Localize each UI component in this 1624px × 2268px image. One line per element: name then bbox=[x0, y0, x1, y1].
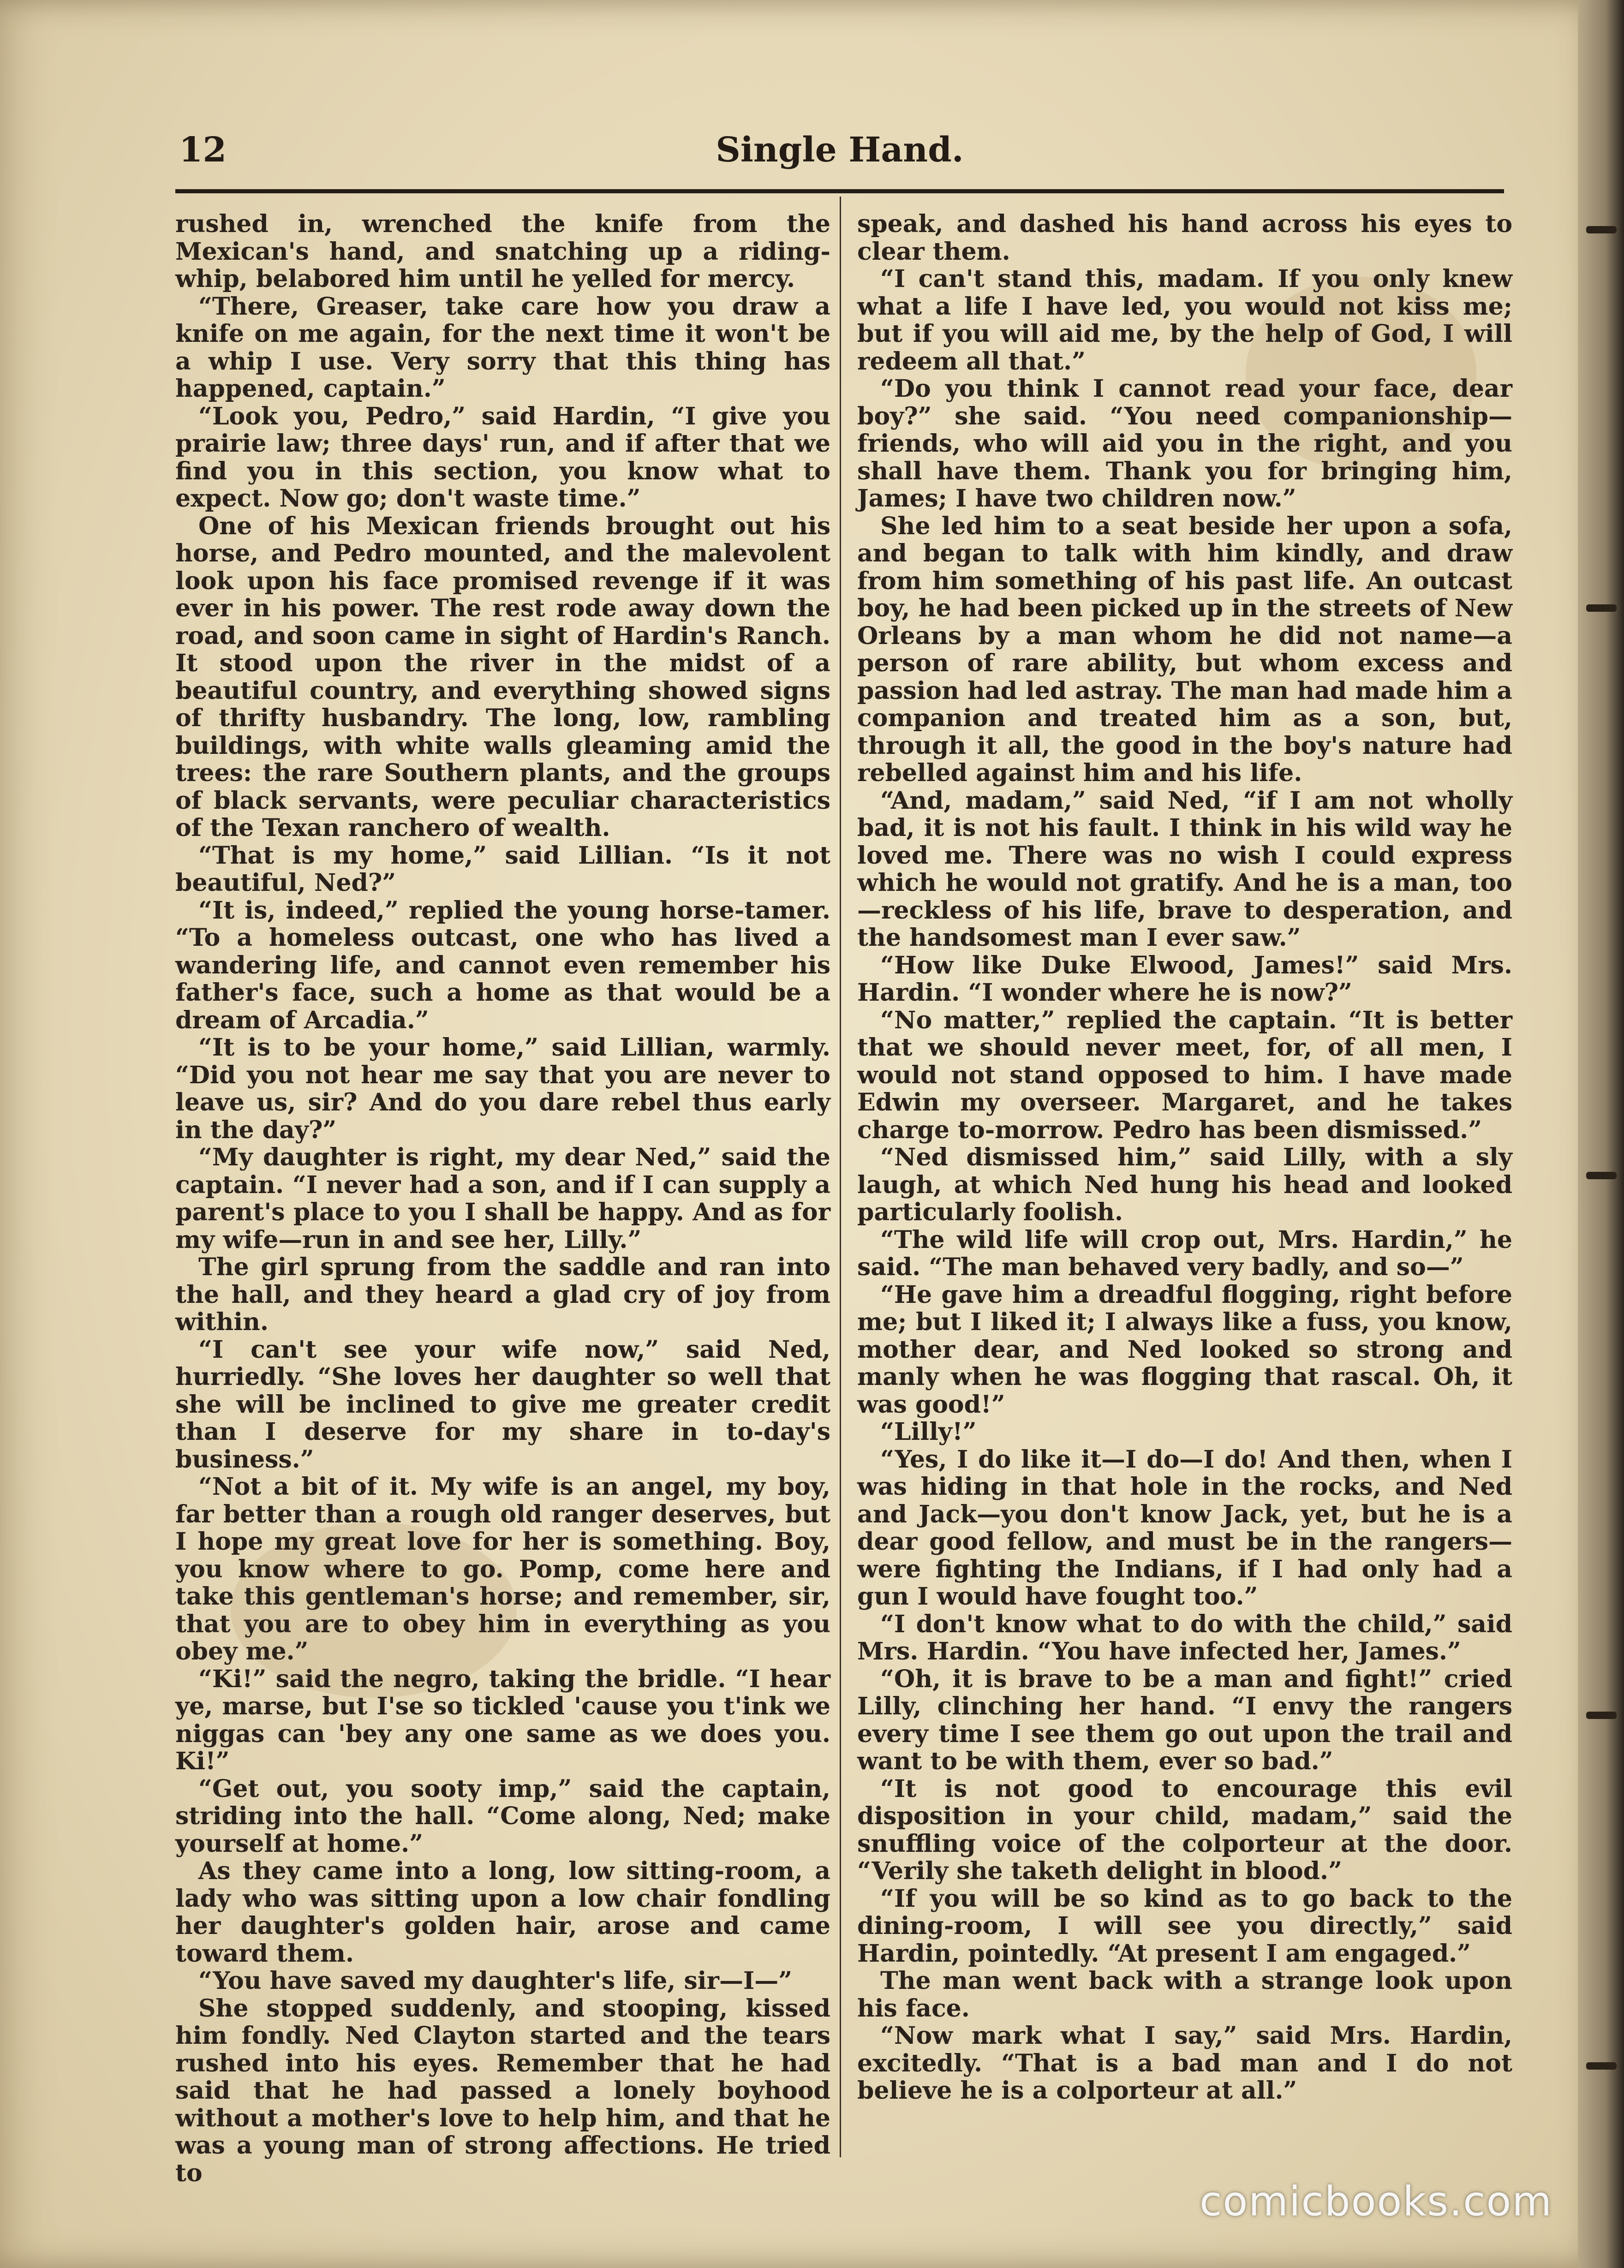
paragraph: “There, Greaser, take care how you draw a knife on me again, for the next time it won't be a whip I use. Very sorry that this thing has happened, captain.” bbox=[175, 292, 830, 403]
binding-staple bbox=[1586, 1172, 1617, 1179]
paragraph: “The wild life will crop out, Mrs. Hardin,” he said. “The man behaved very badly, and so—” bbox=[857, 1225, 1512, 1281]
column-divider bbox=[840, 197, 841, 2157]
paragraph: As they came into a long, low sitting-room, a lady who was sitting upon a low chair fondling her daughter's golden hair, arose and came toward them. bbox=[175, 1857, 830, 1968]
paragraph: The girl sprung from the saddle and ran into the hall, and they heard a glad cry of joy from within. bbox=[175, 1253, 830, 1336]
binding-staple bbox=[1586, 1712, 1617, 1719]
page-edge bbox=[1578, 0, 1624, 2268]
paragraph: “It is to be your home,” said Lillian, warmly. “Did you not hear me say that you are never to leave us, sir? And do you dare rebel thus early in the day?” bbox=[175, 1033, 830, 1144]
paragraph: One of his Mexican friends brought out his horse, and Pedro mounted, and the malevolent look upon his face promised revenge if it was ever in his power. The rest rode away down the road, and soon came in sight of Hardin's Ranch. It stood upon the river in the midst of a beautiful country, and everything showed signs of thrifty husbandry. The long, low, rambling buildings, with white walls gleaming amid the trees: the rare Southern plants, and the groups of black servants, were peculiar characteristics of the Texan ranchero of wealth. bbox=[175, 512, 830, 842]
page-header bbox=[175, 130, 1504, 176]
paragraph: “Ki!” said the negro, taking the bridle. “I hear ye, marse, but I'se so tickled 'cause you t'ink we niggas can 'bey any one same as we does you. Ki!” bbox=[175, 1665, 830, 1775]
paragraph: “Lilly!” bbox=[880, 1418, 977, 1446]
running-title: Single Hand. bbox=[716, 130, 964, 170]
paragraph: “No matter,” replied the captain. “It is better that we should never meet, for, of all men, I would not stand opposed to him. I have made Edwin my overseer. Margaret, and he takes charge to-morrow. Pedro has been dismissed.” bbox=[857, 1006, 1512, 1144]
paragraph: The man went back with a strange look upon his face. bbox=[857, 1967, 1512, 2023]
paragraph: “It is not good to encourage this evil disposition in your child, madam,” said the snuffling voice of the colporteur at the door. “Verily she taketh delight in blood.” bbox=[857, 1774, 1512, 1885]
paragraph: “Get out, you sooty imp,” said the captain, striding into the hall. “Come along, Ned; make yourself at home.” bbox=[175, 1774, 830, 1858]
paragraph: “He gave him a dreadful flogging, right before me; but I liked it; I always like a fuss, you know, mother dear, and Ned looked so strong and manly when he was flogging that rascal. Oh, it was good!” bbox=[857, 1280, 1512, 1419]
paragraph: “How like Duke Elwood, James!” said Mrs. Hardin. “I wonder where he is now?” bbox=[857, 951, 1512, 1007]
paragraph: “Oh, it is brave to be a man and fight!” cried Lilly, clinching her hand. “I envy the rangers every time I see them go out upon the trail and want to be with them, ever so bad.” bbox=[857, 1665, 1512, 1775]
paragraph: “If you will be so kind as to go back to the dining-room, I will see you directly,” said Hardin, pointedly. “At present I am engaged.” bbox=[857, 1884, 1512, 1968]
left-column bbox=[175, 210, 830, 2187]
paragraph: “Now mark what I say,” said Mrs. Hardin, excitedly. “That is a bad man and I do not believe he is a colporteur at all.” bbox=[857, 2022, 1512, 2105]
binding-staple bbox=[1586, 226, 1617, 233]
paragraph: She led him to a seat beside her upon a sofa, and began to talk with him kindly, and draw from him something of his past life. An outcast boy, he had been picked up in the streets of New Orleans by a man whom he did not name—a person of rare ability, but whom excess and passion had led astray. The man had made him a companion and treated him as a son, but, through it all, the good in the boy's nature had rebelled against him and his life. bbox=[857, 512, 1512, 787]
binding-staple bbox=[1586, 604, 1617, 612]
paragraph: “You have saved my daughter's life, sir—I—” bbox=[198, 1967, 793, 1995]
watermark: comicbooks.com bbox=[1200, 2178, 1553, 2225]
header-rule bbox=[175, 189, 1504, 193]
paragraph: speak, and dashed his hand across his eyes to clear them. bbox=[857, 210, 1512, 266]
binding-staple bbox=[1586, 2062, 1617, 2070]
paragraph: “That is my home,” said Lillian. “Is it not beautiful, Ned?” bbox=[175, 841, 830, 897]
paragraph: “My daughter is right, my dear Ned,” said the captain. “I never had a son, and if I can supply a parent's place to you I shall be happy. And as for my wife—run in and see her, Lilly.” bbox=[175, 1143, 830, 1254]
paragraph: “And, madam,” said Ned, “if I am not wholly bad, it is not his fault. I think in his wild way he loved me. There was no wish I could express which he would not gratify. And he is a man, too—reckless of his life, brave to desperation, and the handsomest man I ever saw.” bbox=[857, 786, 1512, 952]
paragraph: “Not a bit of it. My wife is an angel, my boy, far better than a rough old ranger deserves, but I hope my great love for her is something. Boy, you know where to go. Pomp, come here and take this gentleman's horse; and remember, sir, that you are to obey him in everything as you obey me.” bbox=[175, 1473, 830, 1665]
page-number: 12 bbox=[179, 130, 227, 170]
paragraph: “I don't know what to do with the child,” said Mrs. Hardin. “You have infected her, James.” bbox=[857, 1610, 1512, 1665]
paragraph: “Look you, Pedro,” said Hardin, “I give you prairie law; three days' run, and if after that we find you in this section, you know what to expect. Now go; don't waste time.” bbox=[175, 402, 830, 513]
right-column bbox=[857, 210, 1512, 2105]
paragraph: “Yes, I do like it—I do—I do! And then, when I was hiding in that hole in the rocks, and Ned and Jack—you don't know Jack, yet, but he is a dear good fellow, and must be in the rangers—were fighting the Indians, if I had only had a gun I would have fought too.” bbox=[857, 1445, 1512, 1611]
paragraph: “I can't see your wife now,” said Ned, hurriedly. “She loves her daughter so well that she will be inclined to give me greater credit than I deserve for my share in to-day's business.” bbox=[175, 1335, 830, 1474]
paragraph: “It is, indeed,” replied the young horse-tamer. “To a homeless outcast, one who has lived a wandering life, and cannot even remember his father's face, such a home as that would be a dream of Arcadia.” bbox=[175, 896, 830, 1034]
paragraph: rushed in, wrenched the knife from the Mexican's hand, and snatching up a riding-whip, belabored him until he yelled for mercy. bbox=[175, 210, 830, 293]
paragraph: “I can't stand this, madam. If you only knew what a life I have led, you would not kiss me; but if you will aid me, by the help of God, I will redeem all that.” bbox=[857, 265, 1512, 376]
paragraph: She stopped suddenly, and stooping, kissed him fondly. Ned Clayton started and the tears rushed into his eyes. Remember that he had said that he had passed a lonely boyhood without a mother's love to help him, and that he was a young man of strong affections. He tried to bbox=[175, 1994, 830, 2187]
paragraph: “Do you think I cannot read your face, dear boy?” she said. “You need companionship—friends, who will aid you in the right, and you shall have them. Thank you for bringing him, James; I have two children now.” bbox=[857, 375, 1512, 513]
paragraph: “Ned dismissed him,” said Lilly, with a sly laugh, at which Ned hung his head and looked particularly foolish. bbox=[857, 1143, 1512, 1226]
